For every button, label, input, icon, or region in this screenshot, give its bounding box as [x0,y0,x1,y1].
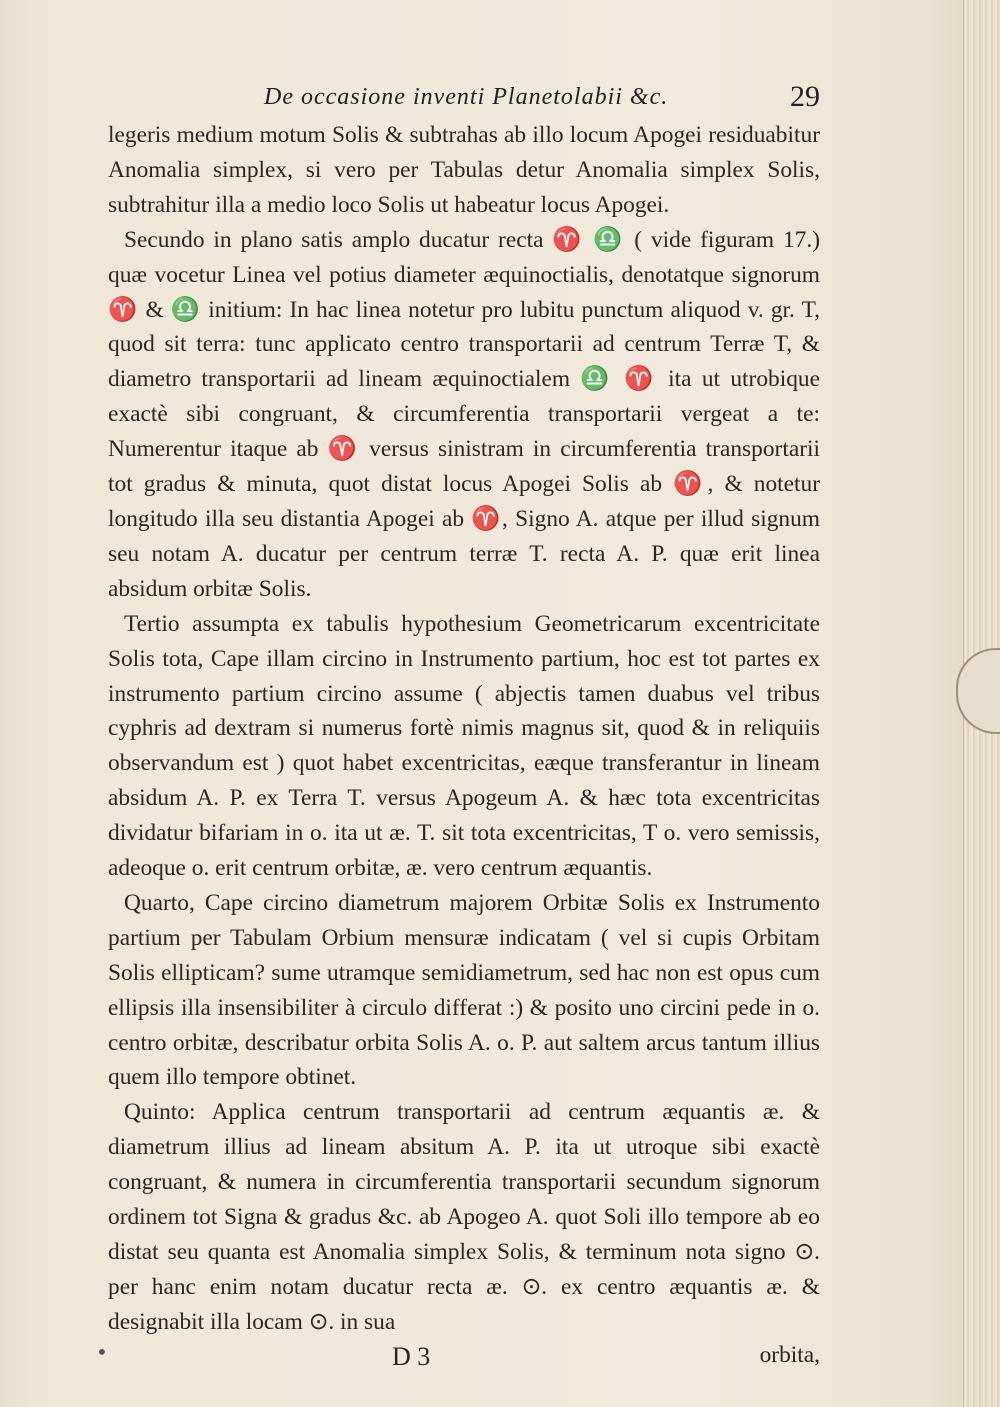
page-number: 29 [790,80,820,113]
page-text-block [96,78,820,1384]
body-text [108,118,820,1340]
paragraph-2: Secundo in plano satis amplo ducatur recta ♈ ♎ ( vide figuram 17.) quæ vocetur Linea vel potius diameter æquinoctialis, denotatque signorum ♈ & ♎ initium: In hac linea notetur pro lubitu punctum aliquod v. gr. T, quod sit terra: tunc applicato centro transportarii ad centrum Terræ T, & diametro transportarii ad lineam æquinoctialem ♎ ♈ ita ut utrobique exactè sibi congruant, & circumferentia transportarii vergeat a te: Numerentur itaque ab ♈ versus sinistram in circumferentia transportarii tot gradus & minuta, quot distat locus Apogei Solis ab ♈, & notetur longitudo illa seu distantia Apogei ab ♈, Signo A. atque per illud signum seu notam A. ducatur per centrum terræ T. recta A. P. quæ erit linea absidum orbitæ Solis. [108,226,820,602]
margin-mark: • [96,1339,108,1364]
signature-mark: D 3 [392,1341,431,1371]
paragraph-4: Quarto, Cape circino diametrum majorem Orbitæ Solis ex Instrumento partium per Tabulam Orbium mensuræ indicatam ( vel si cupis Orbitam Solis ellipticam? sume utramque semidiametrum, sed hac non est opus cum ellipsis illa insensibiliter à circulo differat :) & posito uno circini pede in o. centro orbitæ, describatur orbita Solis A. o. P. aut saltem arcus tantum illius quem illo tempore obtinet. [108,889,820,1091]
paragraph-3: Tertio assumpta ex tabulis hypothesium Geometricarum excentricitate Solis tota, Cape illam circino in Instrumento partium, hoc est tot partes ex instrumento partium circino assume ( abjectis tamen duabus vel tribus cyphris ad dextram si numerus fortè nimis magnus sit, quod & in reliquiis observandum est ) quot habet excentricitas, eæque transferantur in lineam absidum A. P. ex Terra T. versus Apogeum A. & hæc tota excentricitas dividatur bifariam in o. ita ut æ. T. sit tota excentricitas, T o. vero semissis, adeoque o. erit centrum orbitæ, æ. vero centrum æquantis. [108,610,820,882]
paragraph-5: Quinto: Applica centrum transportarii ad centrum æquantis æ. & diametrum illius ad lineam absitum A. P. ita ut utroque sibi exactè congruant, & numera in circumferentia transportarii secundum signorum ordinem tot Signa & gradus &c. ab Apogeo A. quot Soli illo tempore ab eo distat seu quanta est Anomalia simplex Solis, & terminum nota signo ⊙. per hanc enim notam ducatur recta æ. ⊙. ex centro æquantis æ. & designabit illa locam ⊙. in sua [108,1099,820,1335]
running-head [108,78,820,118]
page-footer [96,1339,820,1384]
running-title: De occasione inventi Planetolabii &c. [264,84,669,110]
paragraph-1: legeris medium motum Solis & subtrahas ab illo locum Apogei residuabitur Anomalia simplex, si vero per Tabulas detur Anomalia simplex Solis, subtrahitur illa a medio loco Solis ut habeatur locus Apogei. [108,122,820,218]
catchword: orbita, [759,1341,820,1368]
